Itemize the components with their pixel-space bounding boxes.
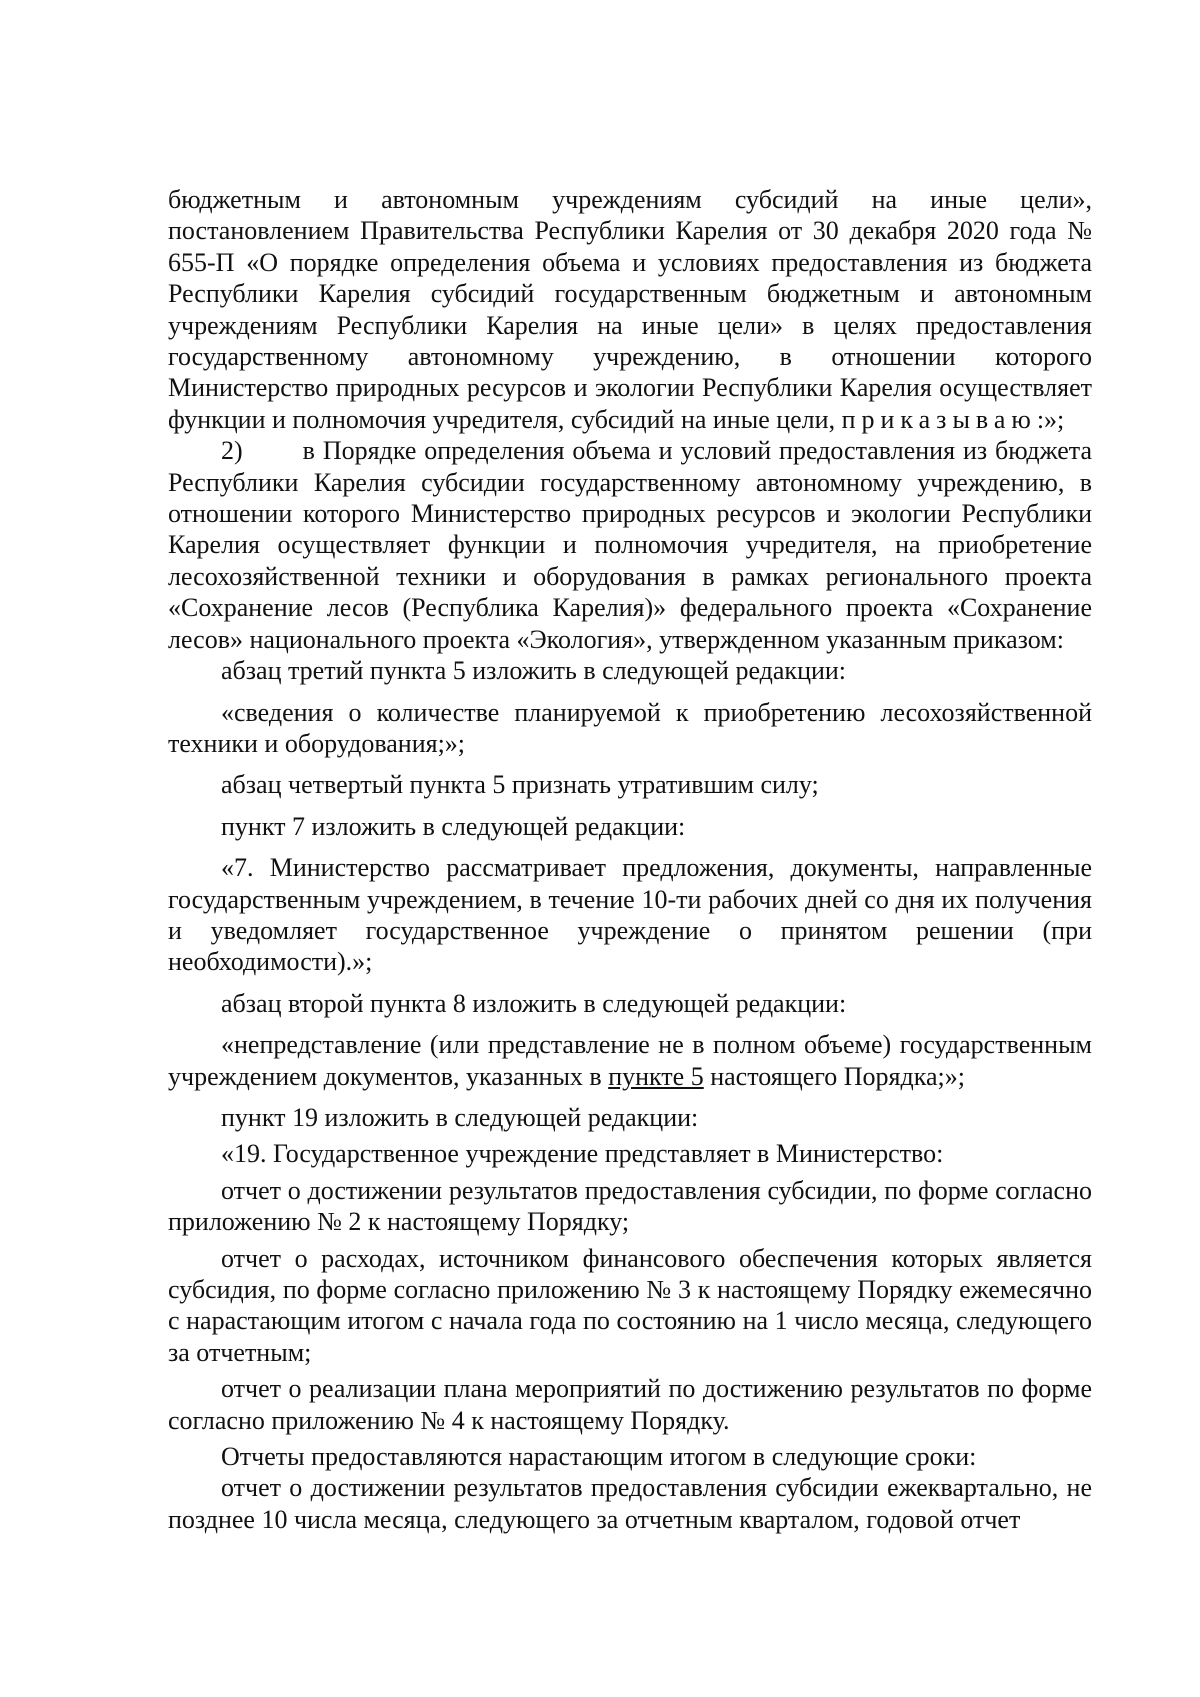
p9-text-b: настоящего Порядка;»; <box>710 1061 965 1091</box>
document-body <box>168 184 1092 1535</box>
reference-link-punkt-5[interactable]: пункте 5 <box>608 1061 704 1091</box>
paragraph-p14: отчет о реализации плана мероприятий по достижению результатов по форме согласно приложению № 4 к настоящему Порядку. <box>168 1374 1092 1435</box>
paragraph-p16: отчет о достижении результатов предоставления субсидии ежеквартально, не позднее 10 числа месяца, следующего за отчетным кварталом, годовой отчет <box>168 1473 1092 1534</box>
paragraph-p7: «7. Министерство рассматривает предложения, документы, направленные государственным учреждением, в течение 10-ти рабочих дней со дня их получения и уведомляет государственное учреждение о принятом решении (при необходимости).»; <box>168 853 1092 977</box>
paragraph-p3: абзац третий пункта 5 изложить в следующей редакции: <box>221 656 847 686</box>
paragraph-p12: отчет о достижении результатов предоставления субсидии, по форме согласно приложению № 2 к настоящему Порядку; <box>168 1175 1092 1237</box>
paragraph-p4: «сведения о количестве планируемой к приобретению лесохозяйственной техники и оборудования;»; <box>168 697 1092 758</box>
paragraph-p15: Отчеты предоставляются нарастающим итогом в следующие сроки: <box>221 1442 977 1472</box>
paragraph-p5: абзац четвертый пункта 5 признать утратившим силу; <box>221 770 819 800</box>
item-number: 2) <box>221 436 243 466</box>
paragraph-p6: пункт 7 изложить в следующей редакции: <box>221 811 686 841</box>
paragraph-p13: отчет о расходах, источником финансового обеспечения которых является субсидия, по форме согласно приложению № 3 к настоящему Порядку ежемесячно с нарастающим итогом с начала года по состоянию на 1 число месяца, следующего за отчетным; <box>168 1243 1092 1367</box>
paragraph-item-2 <box>168 435 1092 655</box>
preamble-text: бюджетным и автономным учреждениям субсидий на иные цели», постановлением Правительства Республики Карелия от 30 декабря 2020 года № 655-П «О порядке определения объема и условиях предоставления из бюджета Республики Карелия субсидий государственным бюджетным и автономным учреждениям Республики Карелия на иные цели» в целях предоставления государственному автономному учреждению, в отношении которого Министерство природных ресурсов и экологии Республики Карелия осуществляет функции и полномочия учредителя, субсидий на иные цели, <box>168 185 1092 434</box>
preamble-end: :»; <box>1036 404 1065 434</box>
paragraph-p8: абзац второй пункта 8 изложить в следующей редакции: <box>221 988 847 1018</box>
paragraph-p9 <box>168 1029 1092 1092</box>
paragraph-p11: «19. Государственное учреждение представляет в Министерство: <box>221 1139 944 1169</box>
paragraph-p10: пункт 19 изложить в следующей редакции: <box>221 1102 699 1132</box>
p9-text-a: «непредставление (или представление не в полном объеме) государственным учреждением документов, указанных в <box>168 1030 1092 1091</box>
paragraph-preamble <box>168 184 1092 435</box>
order-word: приказываю <box>841 404 1037 434</box>
item-2-text: в Порядке определения объема и условий предоставления из бюджета Республики Карелия субсидии государственному автономному учреждению, в отношении которого Министерство природных ресурсов и экологии Республики Карелия осуществляет функции и полномочия учредителя, на приобретение лесохозяйственной техники и оборудования в рамках регионального проекта «Сохранение лесов (Республика Карелия)» федерального проекта «Сохранение лесов» национального проекта «Экология», утвержденном указанным приказом: <box>168 436 1092 654</box>
